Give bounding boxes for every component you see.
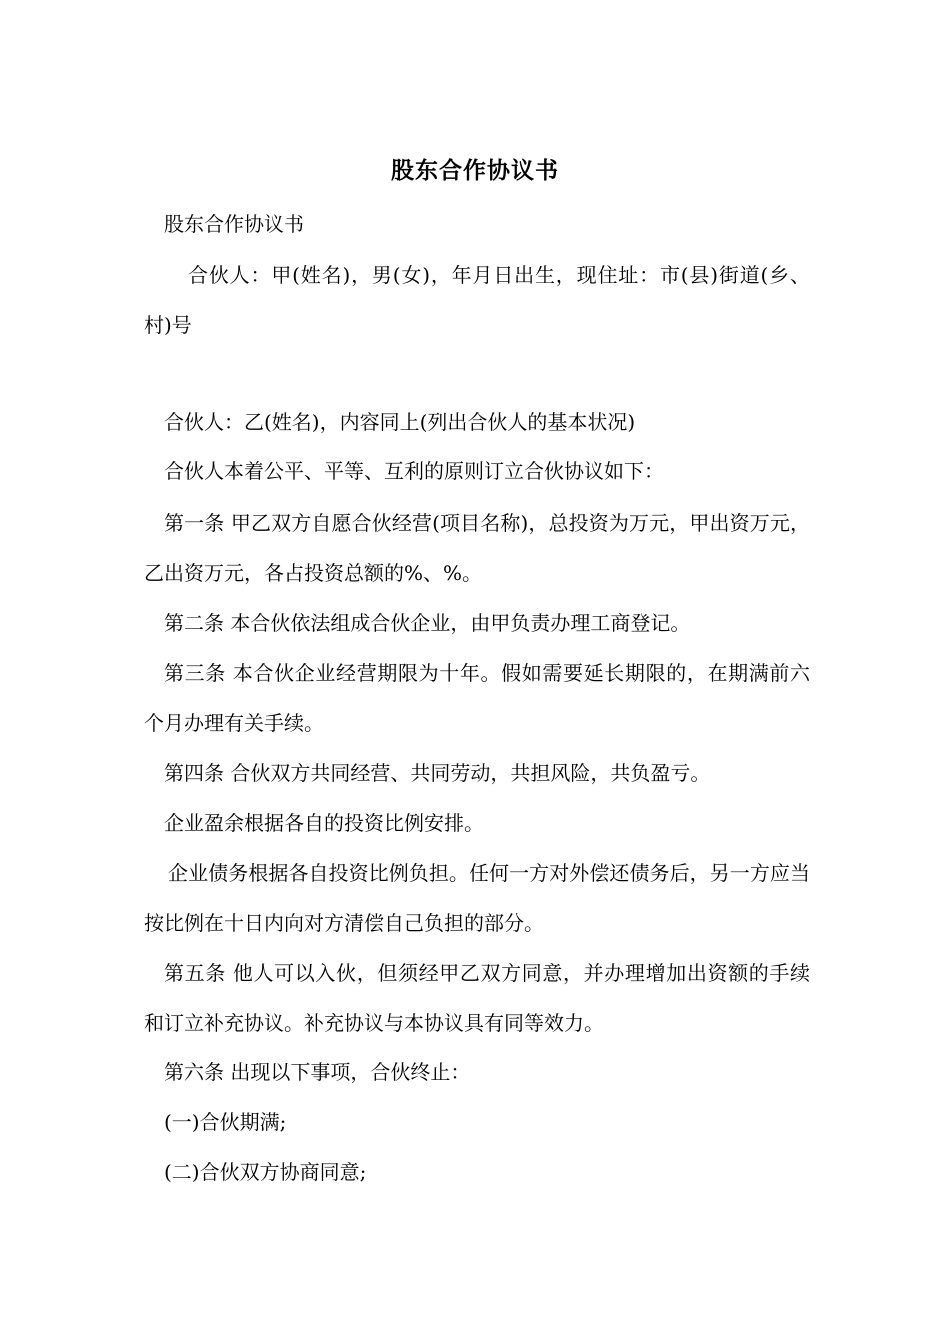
paragraph-partner-b: 合伙人：乙(姓名)，内容同上(列出合伙人的基本状况) (164, 410, 636, 434)
list-item-2: (二)合伙双方协商同意; (164, 1160, 367, 1184)
paragraph-debt: 企业债务根据各自投资比例负担。任何一方对外偿还债务后，另一方应当按比例在十日内向对方清偿自己负担的部分。 (144, 861, 810, 935)
paragraph-partner-a: 合伙人：甲(姓名)，男(女)，年月日出生，现住址：市(县)街道(乡、村)号 (144, 263, 810, 337)
paragraph-preamble: 合伙人本着公平、平等、互利的原则订立合伙协议如下： (164, 459, 664, 483)
paragraph-article-5: 第五条 他人可以入伙，但须经甲乙双方同意，并办理增加出资额的手续和订立补充协议。补充协议与本协议具有同等效力。 (144, 961, 810, 1035)
paragraph-article-1: 第一条 甲乙双方自愿合伙经营(项目名称)，总投资为万元，甲出资万元，乙出资万元，各占投资总额的%、%。 (144, 511, 810, 585)
paragraph-article-3: 第三条 本合伙企业经营期限为十年。假如需要延长期限的，在期满前六个月办理有关手续。 (144, 661, 810, 735)
paragraph-article-6: 第六条 出现以下事项，合伙终止： (164, 1060, 471, 1084)
paragraph-profit: 企业盈余根据各自的投资比例安排。 (164, 811, 484, 835)
paragraph-article-2: 第二条 本合伙依法组成合伙企业，由甲负责办理工商登记。 (164, 611, 691, 635)
paragraph-article-4: 第四条 合伙双方共同经营、共同劳动，共担风险，共负盈亏。 (164, 761, 711, 785)
paragraph-subtitle: 股东合作协议书 (164, 212, 304, 236)
document-title: 股东合作协议书 (391, 157, 559, 184)
list-item-1: (一)合伙期满; (164, 1110, 287, 1134)
